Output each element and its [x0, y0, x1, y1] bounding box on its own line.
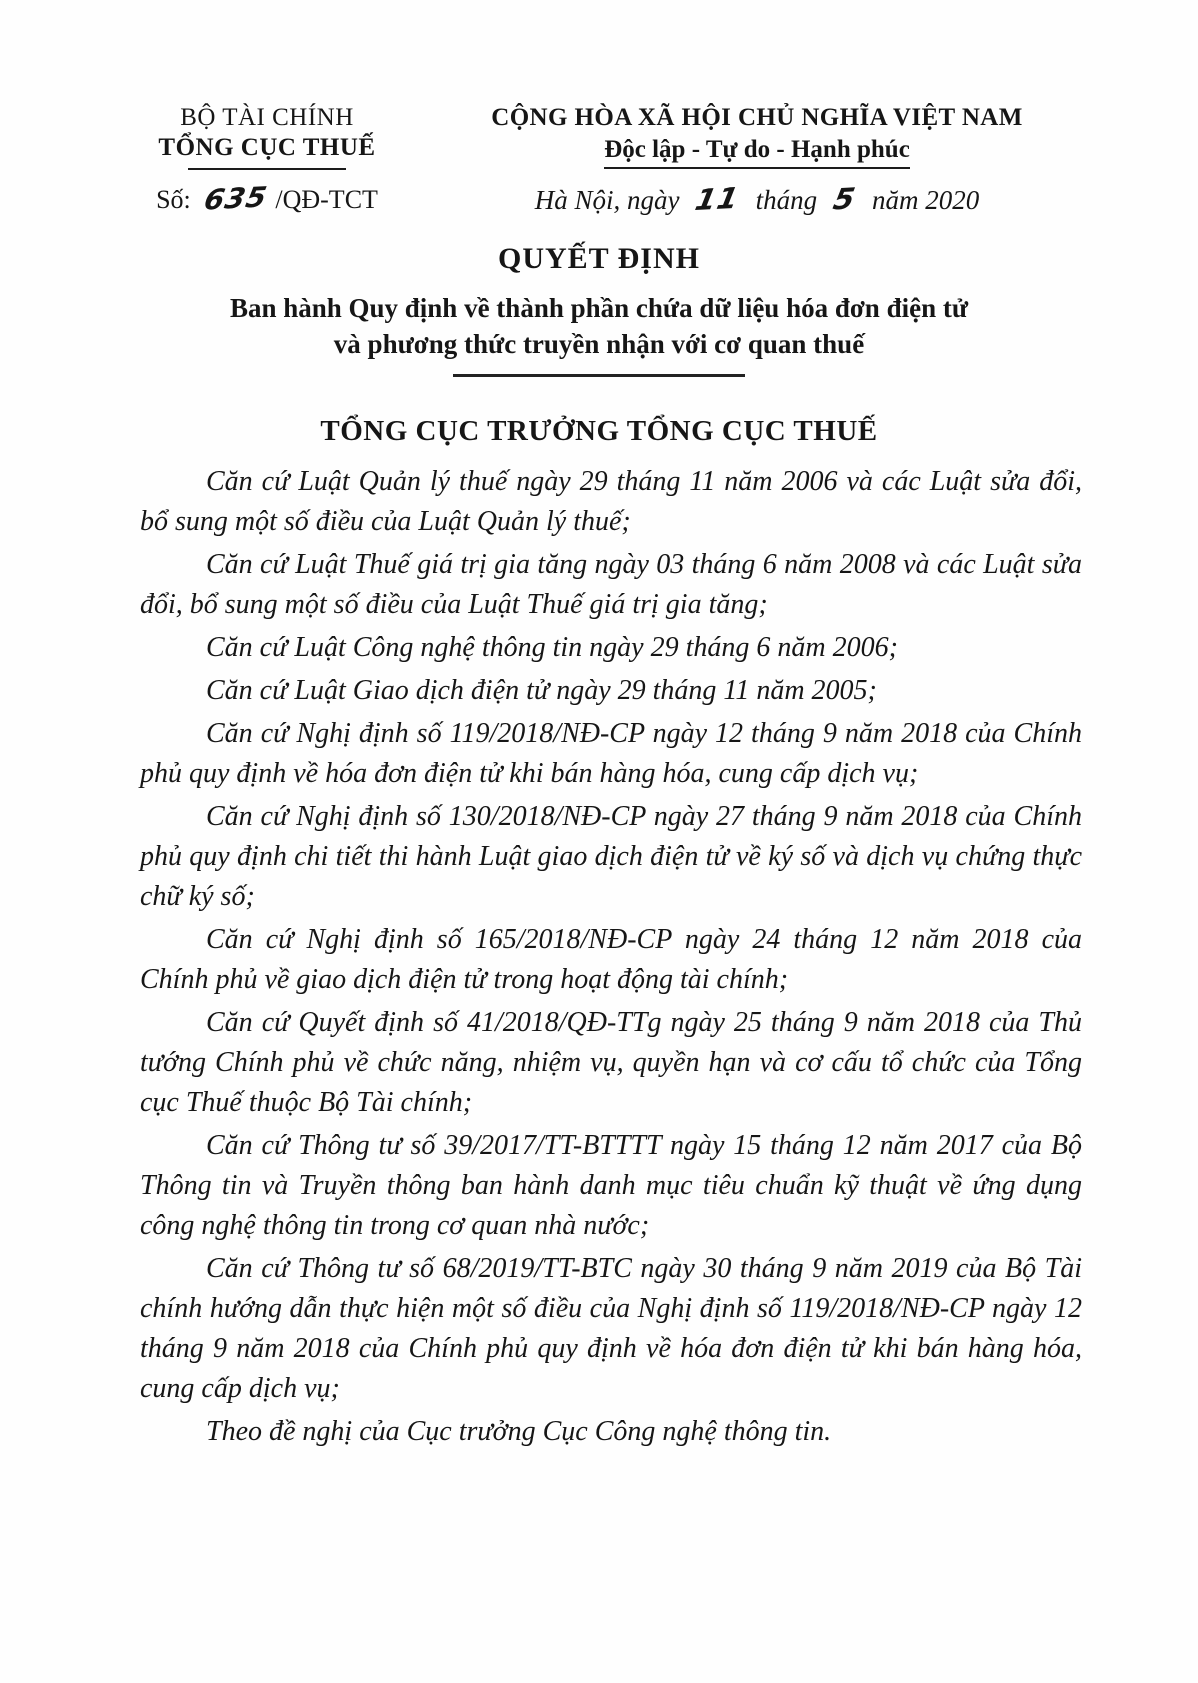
recital-paragraph: Căn cứ Luật Quản lý thuế ngày 29 tháng 11 năm 2006 và các Luật sửa đổi, bổ sung một số điều của Luật Quản lý thuế; [140, 466, 1082, 537]
dateline-month-label: tháng [755, 185, 818, 215]
document-title: QUYẾT ĐỊNH [498, 242, 700, 275]
dateline-day-handwritten: 11 [692, 180, 743, 218]
dateline-prefix: Hà Nội, ngày [534, 185, 680, 215]
place-date-line [457, 182, 1057, 216]
recital-paragraph: Căn cứ Thông tư số 68/2019/TT-BTC ngày 30 tháng 9 năm 2019 của Bộ Tài chính hướng dẫn thực hiện một số điều của Nghị định số 119/2018/NĐ-CP ngày 12 tháng 9 năm 2018 của Chính phủ quy định về hóa đơn điện tử khi bán hàng hóa, cung cấp dịch vụ; [140, 1253, 1082, 1404]
recital-paragraph: Theo đề nghị của Cục trưởng Cục Công nghệ thông tin. [206, 1416, 832, 1447]
parent-ministry-name: BỘ TÀI CHÍNH [180, 104, 354, 131]
org-name-underline [188, 168, 346, 170]
recital-paragraph: Căn cứ Nghị định số 130/2018/NĐ-CP ngày 27 tháng 9 năm 2018 của Chính phủ quy định chi tiết thi hành Luật giao dịch điện tử về ký số và dịch vụ chứng thực chữ ký số; [140, 801, 1082, 912]
country-name: CỘNG HÒA XÃ HỘI CHỦ NGHĨA VIỆT NAM [491, 104, 1023, 131]
document-number-suffix: /QĐ-TCT [275, 185, 378, 214]
document-number-line [132, 182, 402, 215]
document-subtitle [0, 290, 1198, 362]
issuing-org-name: TỔNG CỤC THUẾ [158, 134, 376, 161]
recitals-section [0, 462, 1198, 1452]
recital-paragraph: Căn cứ Luật Giao dịch điện tử ngày 29 tháng 11 năm 2005; [206, 675, 877, 706]
document-header [0, 0, 1198, 216]
dateline-month-handwritten: 5 [830, 181, 859, 217]
document-subtitle-line1: Ban hành Quy định về thành phần chứa dữ liệu hóa đơn điện tử [229, 293, 969, 323]
document-number-label: Số: [156, 185, 191, 214]
issuing-authority-heading: TỔNG CỤC TRƯỞNG TỔNG CỤC THUẾ [320, 415, 878, 447]
subtitle-divider-line [453, 374, 745, 377]
dateline-year: 2020 [925, 185, 980, 215]
recital-paragraph: Căn cứ Nghị định số 119/2018/NĐ-CP ngày 12 tháng 9 năm 2018 của Chính phủ quy định về hóa đơn điện tử khi bán hàng hóa, cung cấp dịch vụ; [140, 718, 1082, 789]
recital-paragraph: Căn cứ Nghị định số 165/2018/NĐ-CP ngày 24 tháng 12 năm 2018 của Chính phủ về giao dịch điện tử trong hoạt động tài chính; [140, 924, 1082, 995]
recital-paragraph: Căn cứ Thông tư số 39/2017/TT-BTTTT ngày 15 tháng 12 năm 2017 của Bộ Thông tin và Truyền thông ban hành danh mục tiêu chuẩn kỹ thuật về ứng dụng công nghệ thông tin trong cơ quan nhà nước; [140, 1130, 1082, 1241]
national-motto: Độc lập - Tự do - Hạnh phúc [604, 136, 910, 169]
issuing-org-block [132, 104, 402, 215]
recital-paragraph: Căn cứ Luật Công nghệ thông tin ngày 29 tháng 6 năm 2006; [206, 632, 898, 663]
recital-paragraph: Căn cứ Luật Thuế giá trị gia tăng ngày 03 tháng 6 năm 2008 và các Luật sửa đổi, bổ sung một số điều của Luật Thuế giá trị gia tăng; [140, 549, 1082, 620]
title-block [0, 242, 1198, 377]
national-header-block [457, 104, 1057, 216]
document-number-handwritten: 635 [201, 180, 271, 217]
dateline-year-label: năm [871, 185, 919, 215]
document-subtitle-line2: và phương thức truyền nhận với cơ quan thuế [333, 329, 865, 359]
recital-paragraph: Căn cứ Quyết định số 41/2018/QĐ-TTg ngày 25 tháng 9 năm 2018 của Thủ tướng Chính phủ về chức năng, nhiệm vụ, quyền hạn và cơ cấu tổ chức của Tổng cục Thuế thuộc Bộ Tài chính; [140, 1007, 1082, 1118]
